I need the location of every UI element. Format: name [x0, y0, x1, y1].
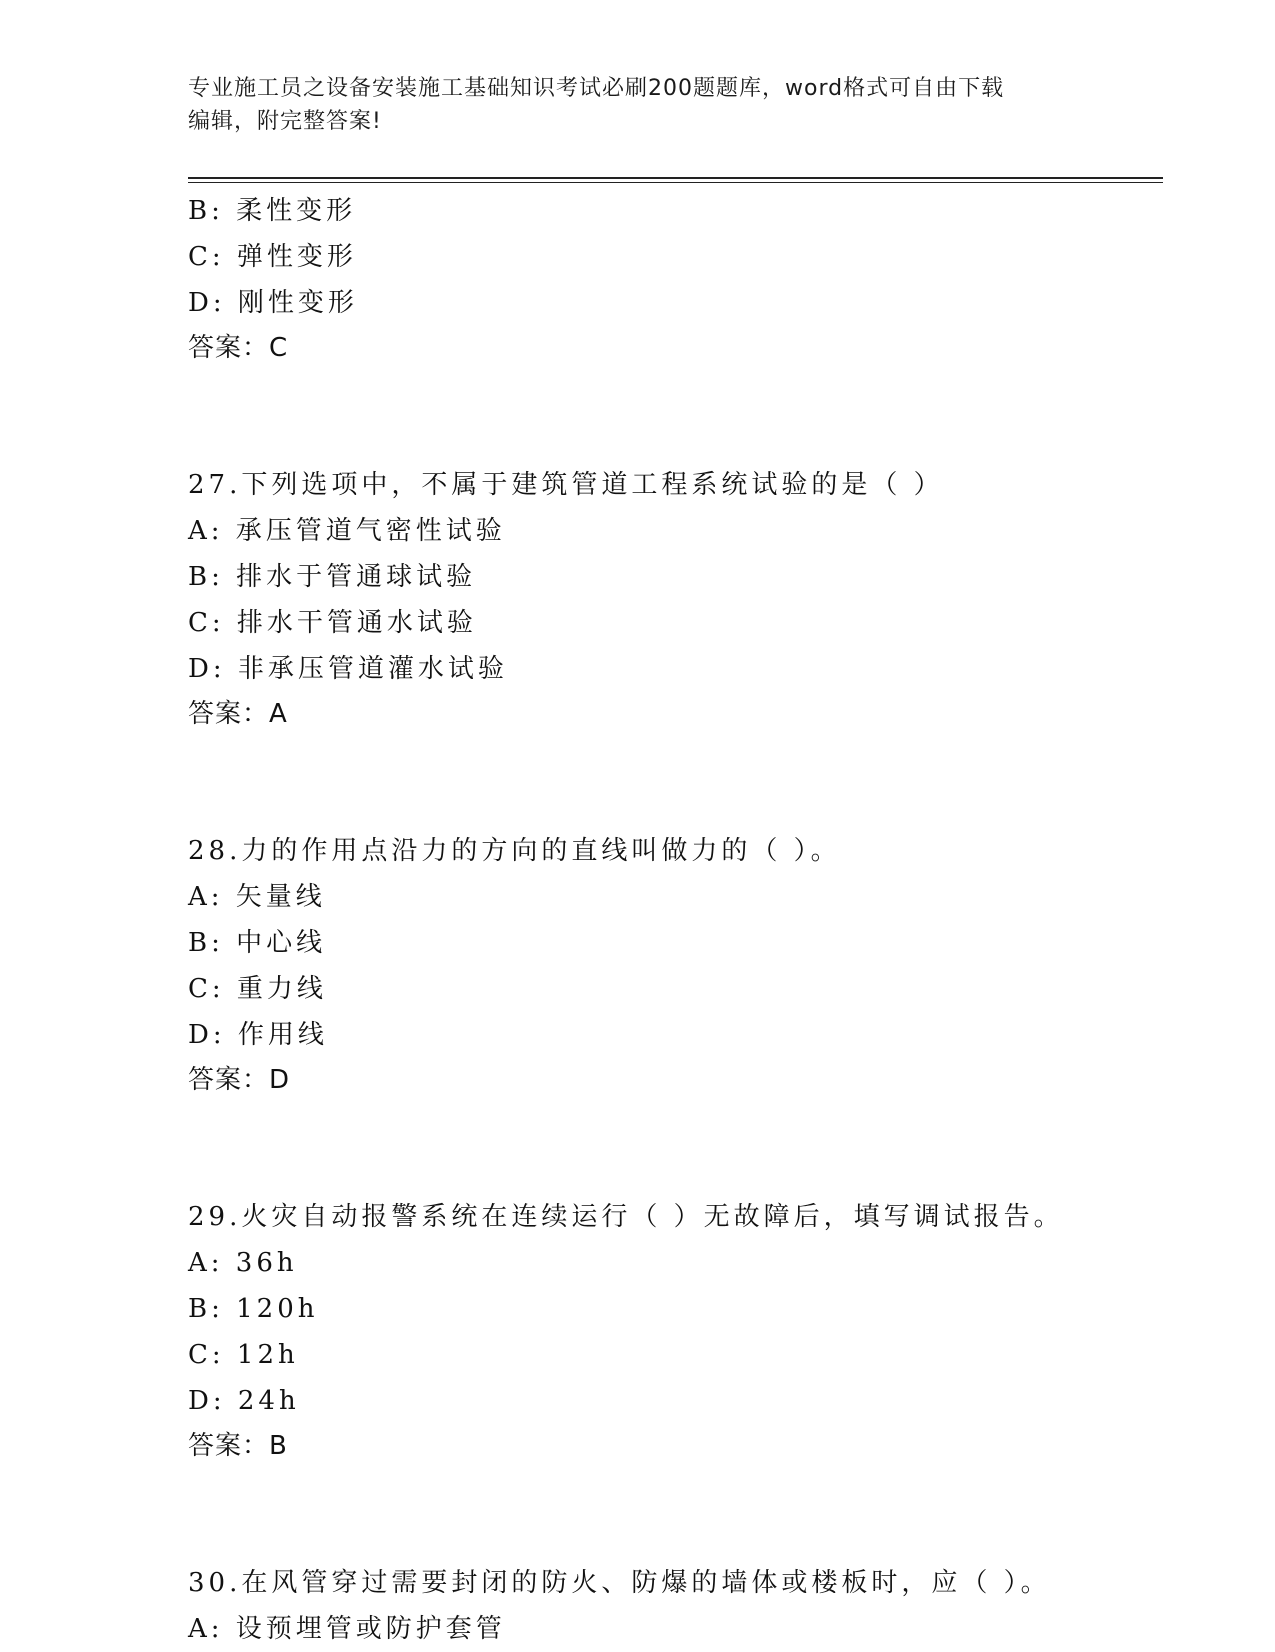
- option-b: B: 排水于管通球试验: [188, 562, 477, 592]
- option-a: A: 36h: [188, 1248, 298, 1278]
- option-c: C: 排水干管通水试验: [188, 608, 477, 638]
- header-title-line-2: 编辑，附完整答案!: [188, 109, 382, 134]
- answer-line: 答案：D: [188, 1065, 291, 1095]
- option-b: B: 柔性变形: [188, 196, 357, 226]
- answer-line: 答案：B: [188, 1431, 288, 1461]
- spacer: [188, 736, 1163, 828]
- option-a: A: 承压管道气密性试验: [188, 516, 506, 546]
- option-d: D: 24h: [188, 1386, 300, 1416]
- question-title: 27.下列选项中，不属于建筑管道工程系统试验的是（ ）: [188, 470, 944, 500]
- question-29: [188, 1194, 1163, 1468]
- option-c: C: 重力线: [188, 974, 327, 1004]
- question-30: [188, 1560, 1163, 1652]
- spacer: [188, 1102, 1163, 1194]
- option-b: B: 中心线: [188, 928, 327, 958]
- header-divider-thin: [188, 182, 1163, 183]
- option-a: A: 矢量线: [188, 882, 326, 912]
- option-c: C: 弹性变形: [188, 242, 357, 272]
- document-header: [188, 72, 1088, 138]
- header-title-line-1: 专业施工员之设备安装施工基础知识考试必刷200题题库，word格式可自由下载: [188, 76, 1005, 101]
- question-title: 30.在风管穿过需要封闭的防火、防爆的墙体或楼板时，应（ ）。: [188, 1568, 1051, 1598]
- question-28: [188, 828, 1163, 1102]
- question-title: 29.火灾自动报警系统在连续运行（ ）无故障后，填写调试报告。: [188, 1202, 1064, 1232]
- option-c: C: 12h: [188, 1340, 299, 1370]
- answer-line: 答案：A: [188, 699, 288, 729]
- question-content: [188, 188, 1163, 1652]
- question-partial: [188, 188, 1163, 370]
- option-d: D: 刚性变形: [188, 288, 358, 318]
- header-divider-thick: [188, 177, 1163, 179]
- answer-line: 答案：C: [188, 333, 289, 363]
- option-a: A: 设预埋管或防护套管: [188, 1614, 506, 1644]
- question-title: 28.力的作用点沿力的方向的直线叫做力的（ ）。: [188, 836, 841, 866]
- question-27: [188, 462, 1163, 736]
- spacer: [188, 370, 1163, 462]
- option-d: D: 非承压管道灌水试验: [188, 654, 508, 684]
- option-b: B: 120h: [188, 1294, 319, 1324]
- option-d: D: 作用线: [188, 1020, 328, 1050]
- spacer: [188, 1468, 1163, 1560]
